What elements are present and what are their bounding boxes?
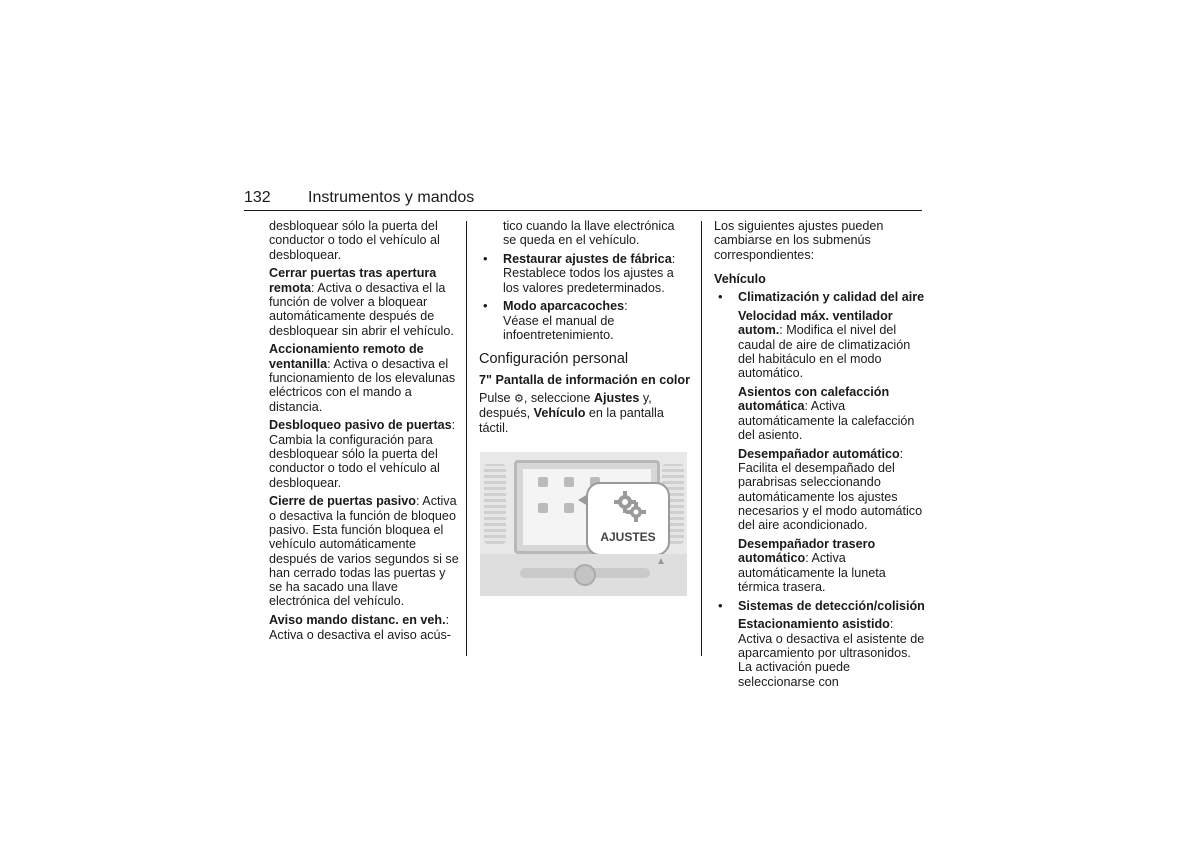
paragraph: desbloquear sólo la puerta del conductor o todo el vehículo al desbloquear. xyxy=(269,219,440,262)
list-item: • Sistemas de detección/colisión xyxy=(714,599,926,613)
column-2 xyxy=(479,219,691,439)
page-header xyxy=(244,188,922,211)
settings-gear-icon: ⚙ xyxy=(514,392,524,405)
subsection-heading: Vehículo xyxy=(714,271,766,286)
list-item: • Modo aparcacoches: Véase el manual de infoentretenimiento. xyxy=(479,299,691,342)
paragraph: Accionamiento remoto de ventanilla: Activa o desactiva el funcionamiento de los elevalunas eléctricos con el mando a distancia. xyxy=(269,342,456,414)
paragraph: Aviso mando distanc. en veh.: Activa o desactiva el aviso acús- xyxy=(269,613,451,642)
paragraph: Los siguientes ajustes pueden cambiarse en los submenús correspondientes: xyxy=(714,219,884,262)
paragraph: Desbloqueo pasivo de puertas: Cambia la configuración para desbloquear sólo la puerta del conductor o todo el vehículo al desbloquear. xyxy=(269,418,456,490)
app-tile xyxy=(559,477,579,488)
paragraph: Desempañador automático: Facilita el desempañado del parabrisas seleccionando automáticamente los ajustes necesarios y el modo automático del aire acondicionado. xyxy=(738,446,923,533)
paragraph: Asientos con calefacción automática: Activa automáticamente la calefacción del asiento. xyxy=(738,384,915,442)
settings-gears-icon xyxy=(612,488,648,524)
volume-knob xyxy=(574,564,596,586)
paragraph: Pulse ⚙, seleccione Ajustes y, después, Vehículo en la pantalla táctil. xyxy=(479,390,664,435)
app-tile xyxy=(533,477,553,488)
column-divider xyxy=(466,221,467,656)
paragraph: Cierre de puertas pasivo: Activa o desactiva la función de bloqueo pasivo. Esta función bloquea el vehículo automáticamente después de varios segundos si se han cerrado todas las puertas y se ha sacado una llave electrónica del vehículo. xyxy=(269,494,459,609)
paragraph: Desempañador trasero automático: Activa automáticamente la luneta térmica trasera. xyxy=(738,536,886,594)
subsection-heading: 7" Pantalla de información en color xyxy=(479,372,691,387)
hazard-icon: ▲ xyxy=(656,556,666,567)
section-heading: Configuración personal xyxy=(479,351,629,368)
paragraph: Estacionamiento asistido: Activa o desactiva el asistente de aparcamiento por ultrasonidos. La activación puede seleccionarse con xyxy=(738,617,925,689)
column-divider xyxy=(701,221,702,656)
settings-callout xyxy=(586,482,670,556)
section-title: Instrumentos y mandos xyxy=(308,189,475,206)
air-vent xyxy=(484,464,506,544)
paragraph: Velocidad máx. ventilador autom.: Modifica el nivel del caudal de aire de climatización del habitáculo en el modo automático. xyxy=(738,308,911,381)
app-tile xyxy=(559,503,579,514)
page-number: 132 xyxy=(244,189,271,206)
infotainment-figure xyxy=(480,452,687,596)
column-1 xyxy=(269,219,459,646)
list-item: • Restaurar ajustes de fábrica: Restablece todos los ajustes a los valores predeterminados. xyxy=(479,252,691,295)
paragraph: Cerrar puertas tras apertura remota: Activa o desactiva el la función de volver a bloquear automáticamente después de desbloquear sin abrir el vehículo. xyxy=(269,266,454,338)
settings-label: AJUSTES xyxy=(600,530,656,544)
app-tile xyxy=(533,503,553,514)
column-3 xyxy=(714,219,926,693)
paragraph: tico cuando la llave electrónica se queda en el vehículo. xyxy=(503,219,675,248)
list-item: • Climatización y calidad del aire xyxy=(714,290,926,304)
